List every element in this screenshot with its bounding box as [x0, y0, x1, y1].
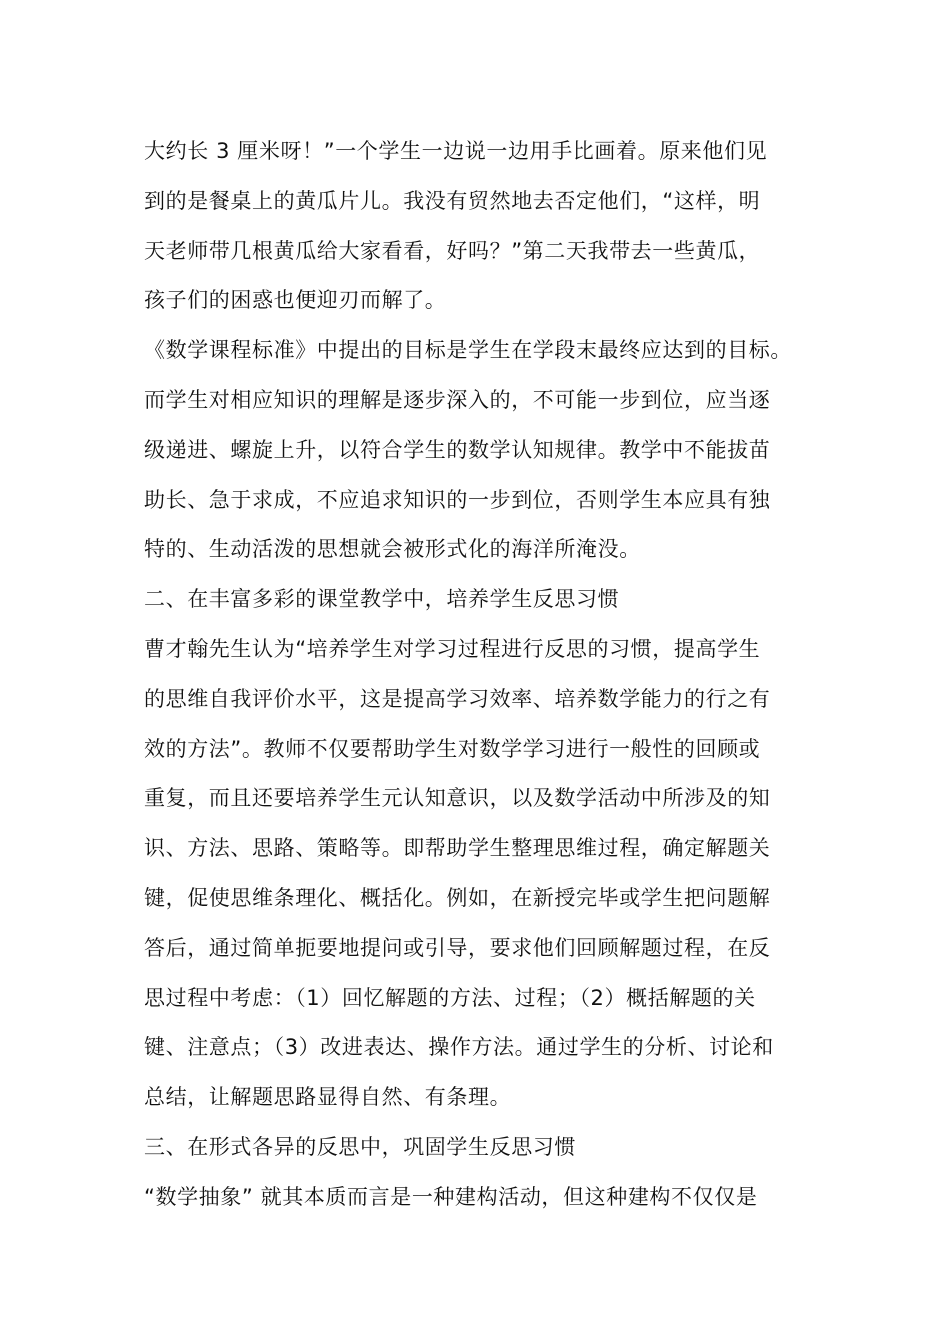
text-line-1: 大约长 3 厘米呀！”一个学生一边说一边用手比画着。原来他们见 — [144, 139, 768, 163]
text-line-4: 孩子们的困惑也便迎刃而解了。 — [144, 288, 447, 312]
text-line-15: 识、方法、思路、策略等。即帮助学生整理思维过程，确定解题关 — [144, 836, 771, 860]
text-line-7: 级递进、螺旋上升，以符合学生的数学认知规律。教学中不能拔苗 — [144, 438, 771, 462]
text-line-14: 重复，而且还要培养学生元认知意识，以及数学活动中所涉及的知 — [144, 786, 771, 810]
text-line-13: 效的方法”。教师不仅要帮助学生对数学学习进行一般性的回顾或 — [144, 737, 761, 761]
text-line-3: 天老师带几根黄瓜给大家看看，好吗？”第二天我带去一些黄瓜， — [144, 239, 761, 263]
text-line-6: 而学生对相应知识的理解是逐步深入的，不可能一步到位，应当逐 — [144, 388, 771, 412]
text-line-20: 总结，让解题思路显得自然、有条理。 — [144, 1085, 512, 1109]
text-line-2: 到的是餐桌上的黄瓜片儿。我没有贸然地去否定他们，“这样，明 — [144, 189, 761, 213]
text-line-8: 助长、急于求成，不应追求知识的一步到位，否则学生本应具有独 — [144, 488, 771, 512]
text-line-11: 曹才翰先生认为“培养学生对学习过程进行反思的习惯，提高学生 — [144, 637, 761, 661]
text-line-22: “数学抽象” 就其本质而言是一种建构活动，但这种建构不仅仅是 — [144, 1185, 758, 1209]
section-heading-3: 三、在形式各异的反思中，巩固学生反思习惯 — [144, 1135, 576, 1159]
text-line-19: 键、注意点；（3）改进表达、操作方法。通过学生的分析、讨论和 — [144, 1035, 774, 1059]
text-line-18: 思过程中考虑：（1）回忆解题的方法、过程；（2）概括解题的关 — [144, 986, 756, 1010]
text-line-5: 《数学课程标准》中提出的目标是学生在学段末最终应达到的目标。 — [144, 338, 792, 362]
section-heading-2: 二、在丰富多彩的课堂教学中，培养学生反思习惯 — [144, 587, 620, 611]
text-line-17: 答后，通过简单扼要地提问或引导，要求他们回顾解题过程，在反 — [144, 936, 771, 960]
text-line-9: 特的、生动活泼的思想就会被形式化的海洋所淹没。 — [144, 537, 641, 561]
text-line-16: 键，促使思维条理化、概括化。例如，在新授完毕或学生把问题解 — [144, 886, 771, 910]
text-line-12: 的思维自我评价水平，这是提高学习效率、培养数学能力的行之有 — [144, 687, 771, 711]
